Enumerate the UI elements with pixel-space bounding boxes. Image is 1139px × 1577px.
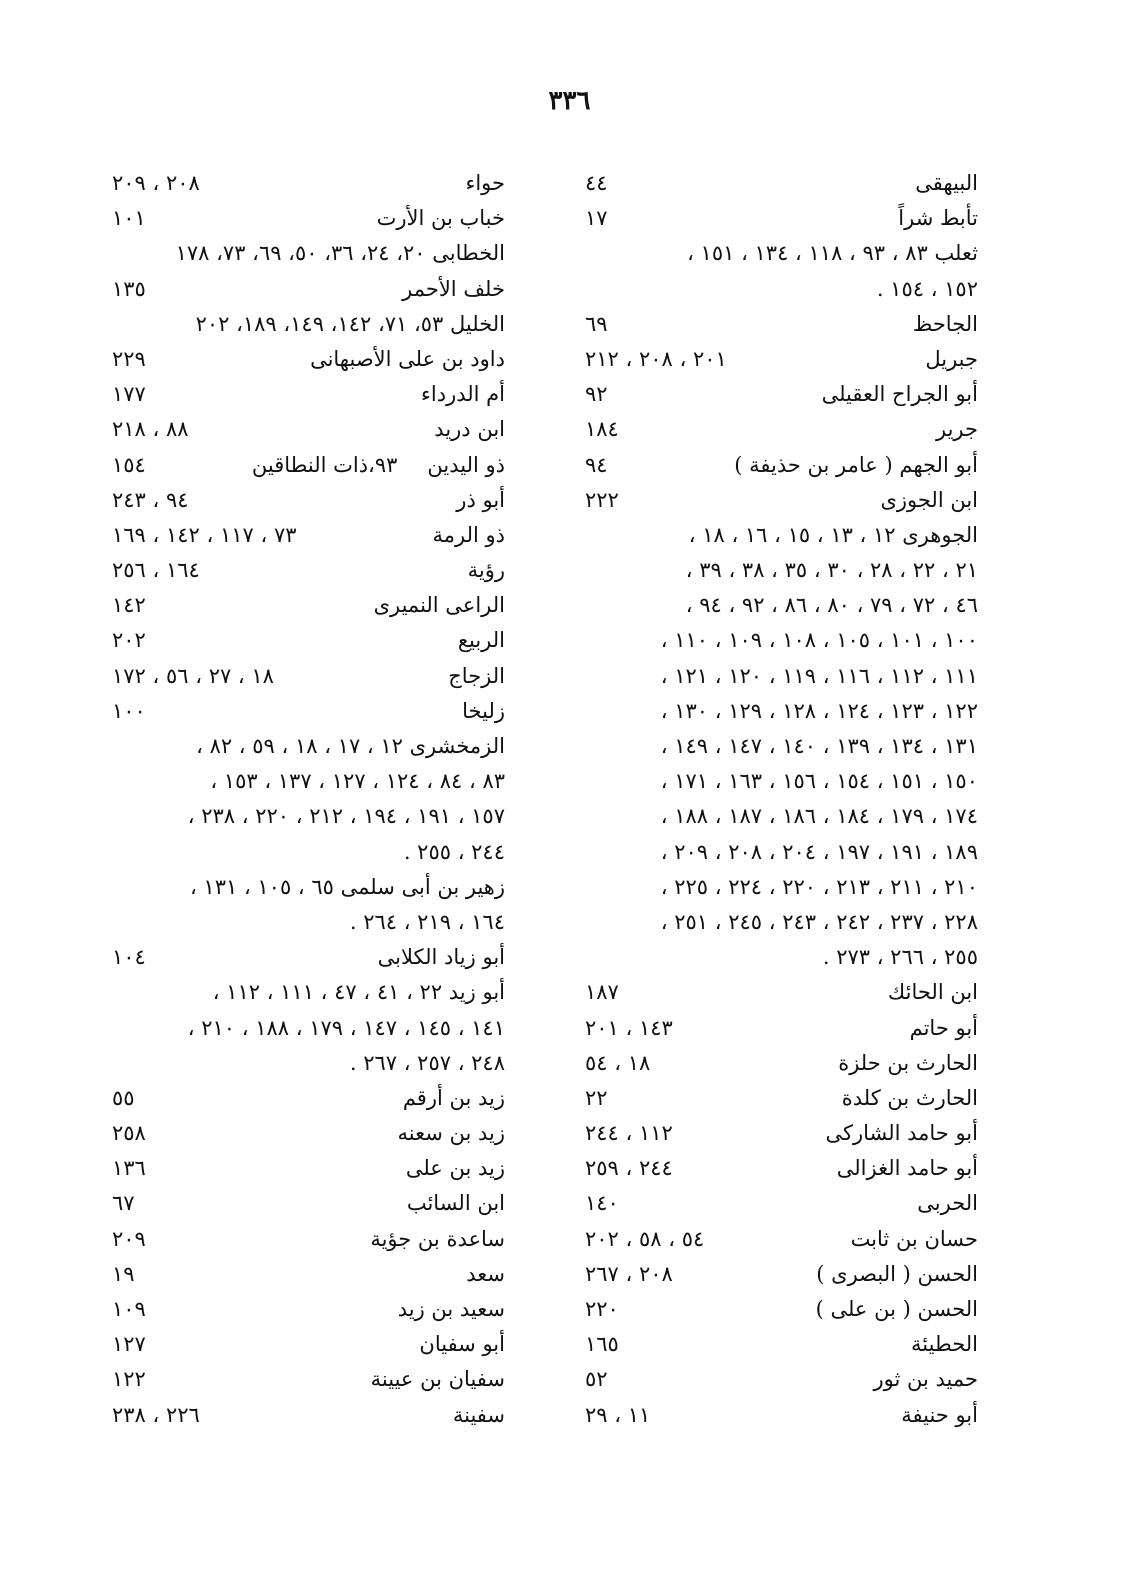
- entry-pages: ١٦٥: [585, 1332, 619, 1357]
- index-entry: [110, 201, 505, 236]
- entry-pages: ٢٢٠: [585, 1297, 619, 1321]
- index-entry: [583, 1222, 978, 1257]
- index-entry-multiline: ٢١٠ ، ٢١١ ، ٢١٣ ، ٢٢٠ ، ٢٢٤ ، ٢٢٥ ،: [660, 874, 978, 899]
- entry-name: ابن السائب: [406, 1191, 505, 1216]
- index-entry-multiline: ٨٣ ، ٨٤ ، ١٢٤ ، ١٢٧ ، ١٣٧ ، ١٥٣ ،: [210, 769, 505, 794]
- entry-name: أبو الجراح العقيلى: [821, 382, 978, 407]
- entry-name: داود بن على الأصبهانى: [310, 346, 505, 371]
- entry-name: حسان بن ثابت: [850, 1226, 978, 1251]
- entry-pages: ١٧: [585, 206, 608, 231]
- entry-pages: ٩٢: [585, 382, 608, 407]
- index-entry-multiline: الزمخشرى ١٢ ، ١٧ ، ١٨ ، ٥٩ ، ٨٢ ،: [196, 734, 505, 758]
- entry-pages: ١٨٤: [585, 417, 619, 442]
- index-entry-multiline: ٢٢٨ ، ٢٣٧ ، ٢٤٢ ، ٢٤٣ ، ٢٤٥ ، ٢٥١ ،: [660, 909, 978, 934]
- index-entry: [110, 483, 505, 518]
- entry-pages: ٢٠١ ، ٢٠٨ ، ٢١٢: [585, 346, 727, 371]
- index-entry: [110, 659, 505, 694]
- entry-pages: ١٠١: [112, 206, 146, 231]
- entry-pages: ٢٢: [585, 1085, 608, 1110]
- entry-name: سعيد بن زيد: [397, 1297, 505, 1321]
- index-entry: [583, 1081, 978, 1116]
- index-entry: [110, 518, 505, 553]
- entry-pages: ٢٢٢: [585, 487, 619, 512]
- entry-name: زليخا: [462, 698, 505, 723]
- entry-name: أبو زياد الكلابى: [377, 945, 505, 970]
- entry-pages: ٥٥: [112, 1085, 135, 1110]
- entry-pages: ٢٠٨ ، ٢٠٩: [112, 171, 200, 195]
- index-entry: [583, 483, 978, 518]
- index-entry: [110, 1292, 505, 1327]
- entry-pages: ١٥٤: [112, 452, 146, 477]
- index-entry: [583, 201, 978, 236]
- index-entry-continuation: ٢٤٤ ، ٢٥٥ .: [403, 839, 505, 864]
- entry-name: البيهقى: [915, 171, 978, 195]
- entry-pages: ١٩: [112, 1261, 135, 1286]
- index-entry: [110, 448, 505, 483]
- index-entry-multiline: ١٥٧ ، ١٩١ ، ١٩٤ ، ٢١٢ ، ٢٢٠ ، ٢٣٨ ،: [187, 804, 505, 829]
- index-entry: [583, 1292, 978, 1327]
- entry-pages: ١٠٩: [112, 1297, 146, 1321]
- index-entry: [583, 1257, 978, 1292]
- index-entry: [110, 623, 505, 658]
- entry-name: الحارث بن كلدة: [841, 1085, 978, 1110]
- index-entry: [110, 553, 505, 588]
- entry-name: ابن الجوزى: [880, 487, 978, 512]
- entry-pages: ١١٢ ، ٢٤٤: [585, 1121, 673, 1146]
- index-entry: [583, 1151, 978, 1186]
- entry-name: الحطيئة: [911, 1332, 978, 1357]
- entry-pages: ٦٩: [585, 311, 608, 336]
- entry-name: زيد بن سعنه: [397, 1121, 505, 1146]
- entry-pages: ٩٤ ، ٢٤٣: [112, 487, 189, 512]
- entry-pages: ١٤٠: [585, 1191, 619, 1216]
- index-entry-multiline: أبو زيد ٢٢ ، ٤١ ، ٤٧ ، ١١١ ، ١١٢ ،: [212, 980, 505, 1005]
- index-entry: [110, 1081, 505, 1116]
- index-entry: [110, 1362, 505, 1397]
- entry-pages: ٨٨ ، ٢١٨: [112, 417, 189, 442]
- entry-pages: ٦٧: [112, 1191, 135, 1216]
- index-entry-continuation: ٢٥٥ ، ٢٦٦ ، ٢٧٣ .: [822, 945, 978, 970]
- index-entry: [110, 1151, 505, 1186]
- entry-name: سفيان بن عيينة: [370, 1367, 505, 1392]
- index-entry-multiline: ١٣١ ، ١٣٤ ، ١٣٩ ، ١٤٠ ، ١٤٧ ، ١٤٩ ،: [660, 734, 978, 758]
- index-entry-multiline: الجوهرى ١٢ ، ١٣ ، ١٥ ، ١٦ ، ١٨ ،: [688, 522, 978, 547]
- index-entry: [583, 412, 978, 447]
- entry-name: ابن الحائك: [887, 980, 978, 1005]
- index-entry: [110, 588, 505, 623]
- index-entry-multiline: ١٨٩ ، ١٩١ ، ١٩٧ ، ٢٠٤ ، ٢٠٨ ، ٢٠٩ ،: [660, 839, 978, 864]
- entry-pages: ٢٤٤ ، ٢٥٩: [585, 1156, 673, 1181]
- index-entry: [583, 1011, 978, 1046]
- entry-pages: ١٠٤: [112, 945, 146, 970]
- index-entry: [110, 377, 505, 412]
- index-entry: [583, 307, 978, 342]
- index-entry-continuation: ١٦٤ ، ٢١٩ ، ٢٦٤ .: [349, 909, 505, 934]
- entry-name: سعد: [466, 1261, 505, 1286]
- index-entry-multiline: زهير بن أبى سلمى ٦٥ ، ١٠٥ ، ١٣١ ،: [189, 874, 505, 899]
- index-entry-multiline: الخليل ٥٣، ٧١، ١٤٢، ١٤٩، ١٨٩، ٢٠٢: [195, 311, 505, 336]
- entry-name: الزجاج: [448, 663, 505, 688]
- entry-name: أبو حنيفة: [901, 1402, 978, 1427]
- index-entry: [583, 1327, 978, 1362]
- entry-pages: ١٦٤ ، ٢٥٦: [112, 558, 200, 583]
- index-entry-multiline: الخطابى ٢٠، ٢٤، ٣٦، ٥٠، ٦٩، ٧٣، ١٧٨: [175, 241, 505, 266]
- index-entry-multiline: ١١١ ، ١١٢ ، ١١٦ ، ١١٩ ، ١٢٠ ، ١٢١ ،: [660, 663, 978, 688]
- entry-name: أبو الجهم ( عامر بن حذيفة ): [734, 452, 978, 477]
- entry-inline-text: ٩٣،ذات النطاقين: [251, 452, 398, 477]
- index-entry: [110, 1327, 505, 1362]
- index-entry-multiline: ثعلب ٨٣ ، ٩٣ ، ١١٨ ، ١٣٤ ، ١٥١ ،: [687, 241, 978, 266]
- entry-pages: ١٨ ، ٥٤: [585, 1050, 651, 1075]
- entry-pages: ١٠٠: [112, 698, 146, 723]
- index-entry: [110, 1186, 505, 1221]
- index-entry-multiline: ٢١ ، ٢٢ ، ٢٨ ، ٣٠ ، ٣٥ ، ٣٨ ، ٣٩ ،: [685, 558, 978, 583]
- index-entry-multiline: ١٥٠ ، ١٥١ ، ١٥٤ ، ١٥٦ ، ١٦٣ ، ١٧١ ،: [660, 769, 978, 794]
- index-entry: [110, 1257, 505, 1292]
- index-entry: [583, 975, 978, 1010]
- entry-name: ذو الرمة: [432, 522, 505, 547]
- entry-name: ساعدة بن جؤية: [370, 1226, 505, 1251]
- index-entry-multiline: ١٠٠ ، ١٠١ ، ١٠٥ ، ١٠٨ ، ١٠٩ ، ١١٠ ،: [660, 628, 978, 653]
- index-entry: [583, 1398, 978, 1433]
- index-entry: [583, 377, 978, 412]
- entry-pages: ٢٠٨ ، ٢٦٧: [585, 1261, 673, 1286]
- entry-name: زيد بن أرقم: [402, 1085, 505, 1110]
- entry-pages: ٧٣ ، ١١٧ ، ١٤٢ ، ١٦٩: [112, 522, 297, 547]
- entry-pages: ٤٤: [585, 171, 608, 195]
- entry-name: خلف الأحمر: [402, 276, 505, 301]
- entry-name: ابن دريد: [434, 417, 505, 442]
- entry-pages: ٢٢٩: [112, 346, 146, 371]
- index-entry: [110, 272, 505, 307]
- entry-pages: ١٤٣ ، ٢٠١: [585, 1015, 673, 1040]
- entry-pages: ٢٢٦ ، ٢٣٨: [112, 1402, 200, 1427]
- index-column-right: [583, 166, 978, 1433]
- index-entry: [583, 1046, 978, 1081]
- index-entry-continuation: ٢٤٨ ، ٢٥٧ ، ٢٦٧ .: [349, 1050, 505, 1075]
- entry-name: زيد بن على: [405, 1156, 505, 1181]
- index-entry: [583, 166, 978, 201]
- index-entry: [110, 412, 505, 447]
- index-column-left: [110, 166, 505, 1433]
- index-entry: [110, 1222, 505, 1257]
- entry-pages: ٢٥٨: [112, 1121, 146, 1146]
- index-entry-multiline: ١٧٤ ، ١٧٩ ، ١٨٤ ، ١٨٦ ، ١٨٧ ، ١٨٨ ،: [660, 804, 978, 829]
- index-entry-continuation: ١٥٢ ، ١٥٤ .: [876, 276, 978, 301]
- entry-pages: ١٣٥: [112, 276, 146, 301]
- entry-name: الحسن ( بن على ): [815, 1297, 978, 1321]
- entry-name: تأبط شراً: [898, 206, 978, 231]
- entry-name: حميد بن ثور: [873, 1367, 978, 1392]
- entry-name: جرير: [936, 417, 978, 442]
- entry-pages: ١٨ ، ٢٧ ، ٥٦ ، ١٧٢: [112, 663, 274, 688]
- index-entry: [110, 166, 505, 201]
- index-entry: [583, 1186, 978, 1221]
- index-entry: [583, 1362, 978, 1397]
- entry-pages: ٢٠٩: [112, 1226, 146, 1251]
- entry-pages: ١٧٧: [112, 382, 146, 407]
- entry-pages: ١١ ، ٢٩: [585, 1402, 651, 1427]
- entry-name: جبريل: [925, 346, 978, 371]
- index-entry: [583, 1116, 978, 1151]
- entry-name: أبو ذر: [456, 487, 505, 512]
- index-entry-multiline: ٤٦ ، ٧٢ ، ٧٩ ، ٨٠ ، ٨٦ ، ٩٢ ، ٩٤ ،: [685, 593, 978, 618]
- index-entry: [110, 1398, 505, 1433]
- index-entry: [110, 342, 505, 377]
- entry-name: أبو حامد الغزالى: [836, 1156, 978, 1181]
- entry-name: الحسن ( البصرى ): [816, 1261, 978, 1286]
- entry-pages: ٩٤: [585, 452, 608, 477]
- entry-pages: ١٨٧: [585, 980, 619, 1005]
- index-entry-multiline: ١٢٢ ، ١٢٣ ، ١٢٤ ، ١٢٨ ، ١٢٩ ، ١٣٠ ،: [660, 698, 978, 723]
- entry-pages: ٢٠٢: [112, 628, 146, 653]
- index-entry: [110, 1116, 505, 1151]
- index-entry: [110, 694, 505, 729]
- entry-name: خباب بن الأرت: [376, 206, 505, 231]
- entry-name: الحربى: [917, 1191, 978, 1216]
- entry-name: أبو حاتم: [909, 1015, 978, 1040]
- entry-name: حواء: [465, 171, 505, 195]
- entry-pages: ٥٤ ، ٥٨ ، ٢٠٢: [585, 1226, 705, 1251]
- entry-name: رؤية: [467, 558, 505, 583]
- index-entry: [583, 342, 978, 377]
- page-number: ٣٣٦: [548, 86, 591, 116]
- entry-name: الربيع: [457, 628, 505, 653]
- entry-pages: ١٢٧: [112, 1332, 146, 1357]
- entry-name: أم الدرداء: [421, 382, 505, 407]
- index-entry: [110, 940, 505, 975]
- entry-name: أبو سفيان: [419, 1332, 505, 1357]
- index-entry-multiline: ١٤١ ، ١٤٥ ، ١٤٧ ، ١٧٩ ، ١٨٨ ، ٢١٠ ،: [187, 1015, 505, 1040]
- index-entry: [583, 448, 978, 483]
- entry-name: الجاحظ: [912, 311, 978, 336]
- entry-name: ذو اليدين: [427, 452, 505, 477]
- entry-name: سفينة: [452, 1402, 505, 1427]
- entry-name: الراعى النميرى: [373, 593, 505, 618]
- entry-pages: ١٤٢: [112, 593, 146, 618]
- entry-pages: ٥٢: [585, 1367, 608, 1392]
- entry-name: الحارث بن حلزة: [838, 1050, 978, 1075]
- entry-pages: ١٣٦: [112, 1156, 146, 1181]
- entry-name: أبو حامد الشاركى: [825, 1121, 978, 1146]
- entry-pages: ١٢٢: [112, 1367, 146, 1392]
